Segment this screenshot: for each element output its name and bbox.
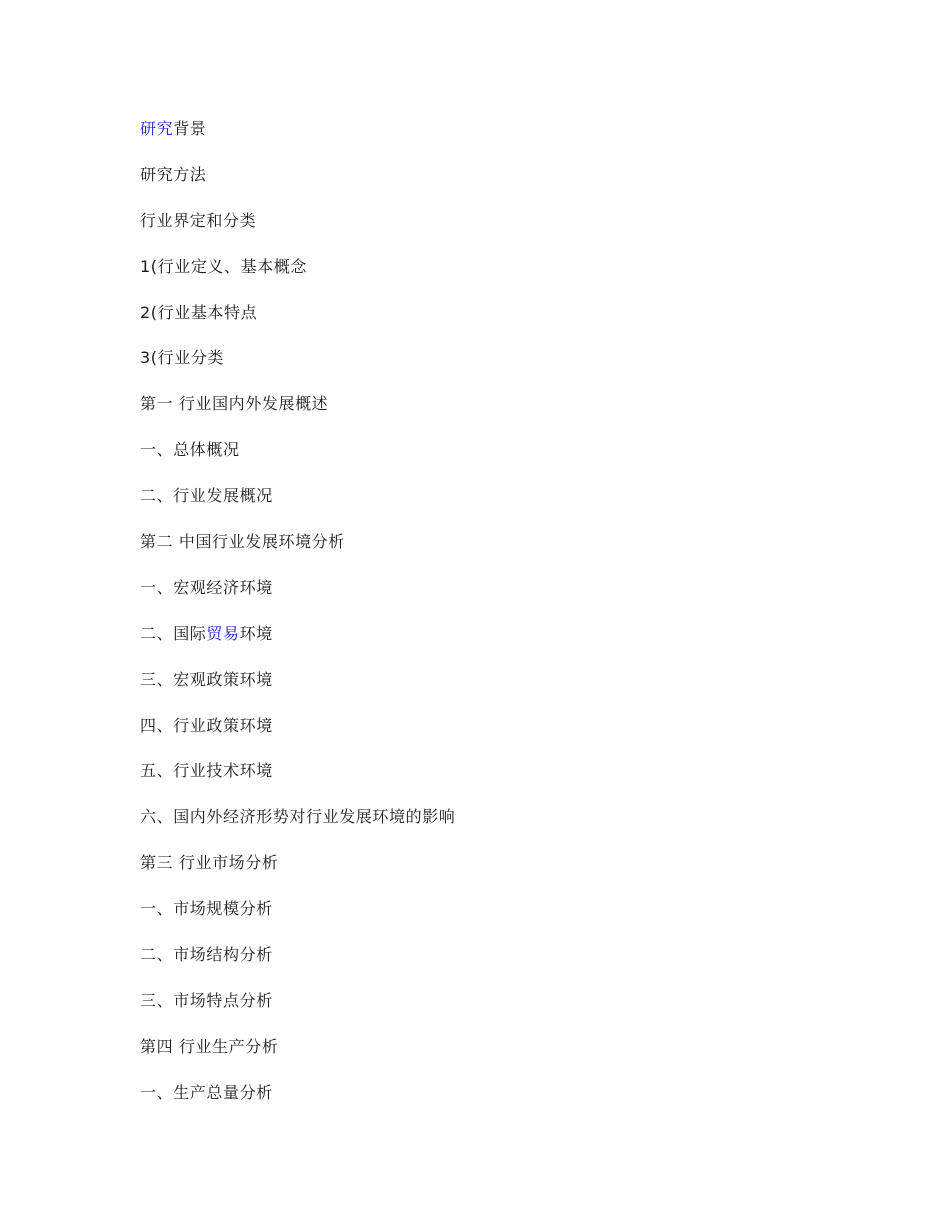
toc-item <box>140 1081 455 1127</box>
toc-item <box>140 759 455 805</box>
toc-text: 四、行业政策环境 <box>140 715 273 735</box>
toc-text: 3(行业分类 <box>140 348 225 368</box>
table-of-contents <box>140 117 455 1127</box>
toc-item <box>140 484 455 530</box>
toc-item-international-trade <box>140 622 455 668</box>
toc-item <box>140 163 455 209</box>
toc-link-trade[interactable]: 贸易 <box>206 623 240 643</box>
toc-text: 一、宏观经济环境 <box>140 577 273 597</box>
toc-item <box>140 897 455 943</box>
toc-text: 六、国内外经济形势对行业发展环境的影响 <box>140 807 456 827</box>
toc-text: 第二 中国行业发展环境分析 <box>140 532 345 552</box>
toc-text: 一、总体概况 <box>140 440 240 460</box>
toc-item <box>140 255 455 301</box>
toc-chapter-heading <box>140 1035 455 1081</box>
toc-text: 一、市场规模分析 <box>140 899 273 919</box>
toc-item <box>140 576 455 622</box>
toc-item <box>140 346 455 392</box>
toc-item <box>140 714 455 760</box>
toc-text: 二、行业发展概况 <box>140 486 273 506</box>
toc-item <box>140 943 455 989</box>
toc-text: 2(行业基本特点 <box>140 302 258 322</box>
toc-text: 1(行业定义、基本概念 <box>140 256 308 276</box>
toc-item <box>140 209 455 255</box>
toc-chapter-heading <box>140 530 455 576</box>
toc-item <box>140 438 455 484</box>
toc-item <box>140 989 455 1035</box>
toc-text: 研究方法 <box>140 164 207 184</box>
toc-text: 一、生产总量分析 <box>140 1082 273 1102</box>
toc-text: 背景 <box>173 119 207 138</box>
toc-link-research[interactable]: 研究 <box>140 119 174 138</box>
toc-text: 三、市场特点分析 <box>140 990 273 1010</box>
toc-chapter-heading <box>140 851 455 897</box>
toc-text: 环境 <box>239 623 273 643</box>
toc-text: 三、宏观政策环境 <box>140 669 273 689</box>
toc-text: 五、行业技术环境 <box>140 761 273 781</box>
toc-text: 第四 行业生产分析 <box>140 1036 279 1056</box>
toc-item <box>140 668 455 714</box>
toc-text: 行业界定和分类 <box>140 210 257 230</box>
toc-text: 第三 行业市场分析 <box>140 853 279 873</box>
toc-text: 二、国际 <box>140 623 207 643</box>
toc-text: 第一 行业国内外发展概述 <box>140 394 329 414</box>
toc-item <box>140 805 455 851</box>
toc-item <box>140 301 455 347</box>
toc-text: 二、市场结构分析 <box>140 945 273 965</box>
toc-chapter-heading <box>140 392 455 438</box>
toc-item-research-background <box>140 117 455 163</box>
